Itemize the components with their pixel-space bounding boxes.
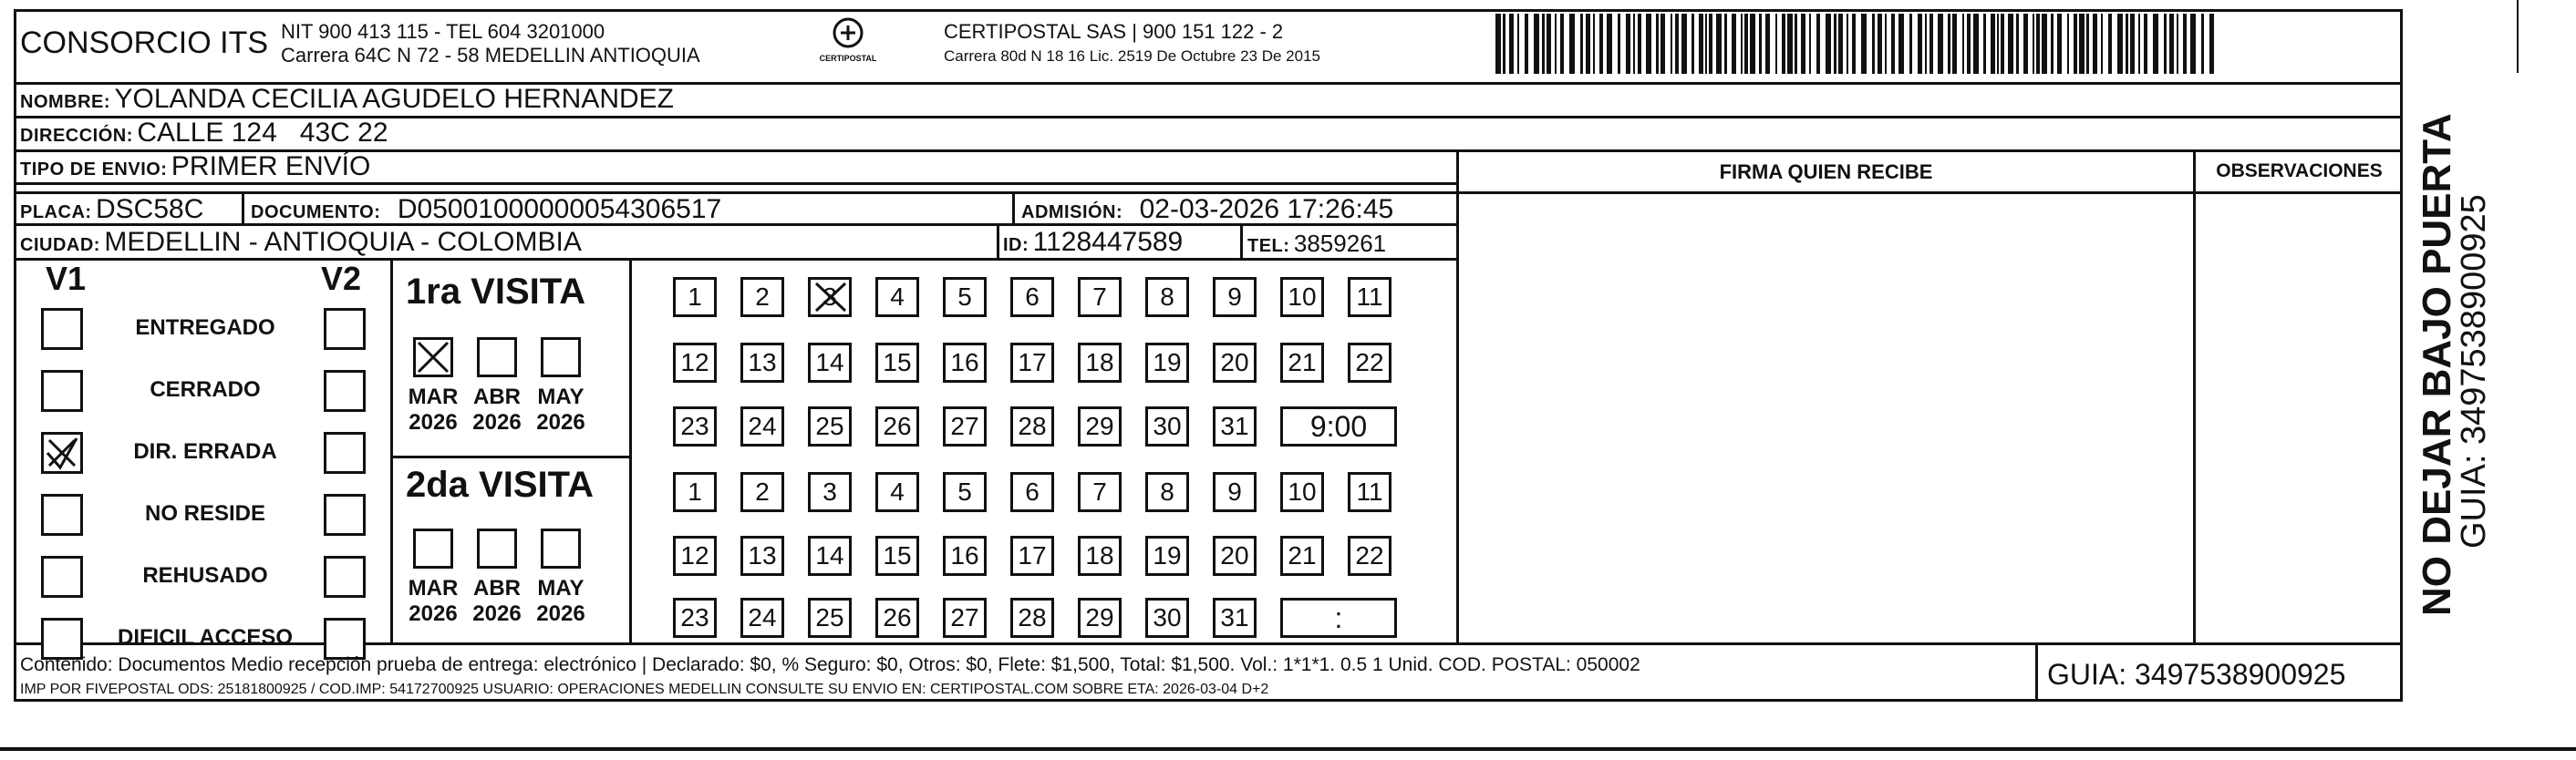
barcode-bar bbox=[2016, 14, 2019, 74]
day-box[interactable]: 9 bbox=[1213, 472, 1257, 512]
barcode-bar bbox=[1929, 14, 1933, 74]
day-box[interactable]: 26 bbox=[875, 598, 919, 638]
day-box[interactable]: 15 bbox=[875, 536, 919, 576]
day-box[interactable]: 8 bbox=[1145, 472, 1189, 512]
day-box[interactable]: 9 bbox=[1213, 277, 1257, 317]
certipostal-logo: CERTIPOSTAL bbox=[812, 16, 885, 71]
visit-time-field[interactable]: : bbox=[1280, 598, 1397, 638]
barcode-bar bbox=[1918, 14, 1922, 74]
observaciones-header: OBSERVACIONES bbox=[2216, 160, 2383, 181]
barcode-bar bbox=[1775, 14, 1777, 74]
day-box[interactable]: 12 bbox=[673, 343, 717, 383]
barcode-bar bbox=[2177, 14, 2178, 74]
barcode-bar bbox=[1633, 14, 1635, 74]
day-box[interactable]: 30 bbox=[1145, 598, 1189, 638]
day-box[interactable]: 29 bbox=[1078, 406, 1122, 447]
direccion-value: CALLE 124 43C 22 bbox=[137, 118, 388, 148]
day-box[interactable]: 25 bbox=[808, 406, 852, 447]
barcode-bar bbox=[1765, 14, 1770, 74]
tel-label: TEL: bbox=[1247, 236, 1290, 256]
day-box[interactable]: 20 bbox=[1213, 343, 1257, 383]
day-box[interactable]: 21 bbox=[1280, 536, 1324, 576]
barcode-bar bbox=[1795, 14, 1797, 74]
barcode-bar bbox=[1542, 14, 1545, 74]
barcode-bar bbox=[1885, 14, 1887, 74]
courier-name: CERTIPOSTAL SAS | 900 151 122 - 2 bbox=[944, 20, 1284, 43]
tipo-row bbox=[20, 151, 370, 182]
visit-time-field[interactable]: 9:00 bbox=[1280, 406, 1397, 447]
barcode-bar bbox=[1744, 14, 1748, 74]
day-box[interactable]: 10 bbox=[1280, 277, 1324, 317]
barcode bbox=[1495, 0, 2225, 82]
day-box[interactable]: 27 bbox=[943, 406, 987, 447]
documento-label: DOCUMENTO: bbox=[251, 202, 381, 222]
barcode-bar bbox=[1997, 14, 1999, 74]
barcode-bar bbox=[1952, 14, 1957, 74]
firma-header: FIRMA QUIEN RECIBE bbox=[1719, 160, 1933, 183]
barcode-bar bbox=[1607, 14, 1612, 74]
v1-checkbox[interactable] bbox=[41, 432, 83, 474]
barcode-bar bbox=[1699, 14, 1703, 74]
v1-checkbox[interactable] bbox=[41, 308, 83, 350]
barcode-bar bbox=[1891, 14, 1895, 74]
barcode-bar bbox=[1656, 14, 1659, 74]
barcode-bar bbox=[2023, 14, 2028, 74]
barcode-bar bbox=[2117, 14, 2123, 74]
day-box[interactable]: 13 bbox=[740, 343, 784, 383]
tel-row bbox=[1247, 230, 1386, 258]
tipo-label: TIPO DE ENVIO: bbox=[20, 159, 168, 180]
barcode-bar bbox=[1787, 14, 1793, 74]
nombre-label: NOMBRE: bbox=[20, 92, 111, 112]
barcode-bar bbox=[1724, 14, 1727, 74]
barcode-bar bbox=[2008, 14, 2013, 74]
barcode-bar bbox=[1973, 14, 1979, 74]
barcode-bar bbox=[1681, 14, 1687, 74]
barcode-bar bbox=[1847, 14, 1848, 74]
barcode-bar bbox=[1750, 14, 1755, 74]
day-box[interactable]: 11 bbox=[1348, 472, 1391, 512]
barcode-bar bbox=[1948, 14, 1950, 74]
id-row bbox=[1003, 227, 1183, 258]
barcode-bar bbox=[1495, 14, 1501, 74]
barcode-bar bbox=[2086, 14, 2089, 74]
v2-checkbox[interactable] bbox=[324, 308, 366, 350]
check-mark-icon bbox=[416, 340, 450, 375]
barcode-bar bbox=[1691, 14, 1694, 74]
day-box[interactable]: 16 bbox=[943, 536, 987, 576]
barcode-bar bbox=[2067, 14, 2069, 74]
month-label: ABR 2026 bbox=[472, 576, 522, 626]
barcode-bar bbox=[2138, 14, 2140, 74]
v1-header: V1 bbox=[46, 260, 87, 297]
status-label: NO RESIDE bbox=[144, 501, 266, 526]
barcode-bar bbox=[1809, 14, 1811, 74]
day-box[interactable]: 7 bbox=[1078, 472, 1122, 512]
v2-checkbox[interactable] bbox=[324, 370, 366, 412]
side-guia: GUIA: 3497538900925 bbox=[2455, 194, 2493, 549]
barcode-bar bbox=[2108, 14, 2112, 74]
day-box[interactable]: 28 bbox=[1010, 406, 1054, 447]
barcode-bar bbox=[1759, 14, 1762, 74]
barcode-bar bbox=[2074, 14, 2077, 74]
barcode-bar bbox=[1560, 14, 1564, 74]
documento-row bbox=[251, 194, 721, 225]
day-box[interactable]: 5 bbox=[943, 472, 987, 512]
day-box[interactable]: 3 bbox=[808, 277, 852, 317]
barcode-bar bbox=[1741, 14, 1743, 74]
barcode-bar bbox=[1618, 14, 1620, 74]
month-label: MAY 2026 bbox=[536, 576, 585, 626]
day-box[interactable]: 22 bbox=[1348, 343, 1391, 383]
company-name: CONSORCIO ITS bbox=[20, 26, 269, 60]
day-box[interactable]: 3 bbox=[808, 472, 852, 512]
barcode-bar bbox=[1705, 14, 1707, 74]
day-box[interactable]: 2 bbox=[740, 472, 784, 512]
day-box[interactable]: 24 bbox=[740, 598, 784, 638]
direccion-label: DIRECCIÓN: bbox=[20, 126, 133, 146]
day-box[interactable]: 25 bbox=[808, 598, 852, 638]
admision-label: ADMISIÓN: bbox=[1021, 202, 1123, 222]
day-box[interactable]: 19 bbox=[1145, 343, 1189, 383]
month-checkbox[interactable] bbox=[541, 337, 581, 377]
direccion-row bbox=[20, 118, 388, 149]
barcode-bar bbox=[2051, 14, 2054, 74]
month-checkbox[interactable] bbox=[477, 337, 517, 377]
nombre-row bbox=[20, 84, 674, 115]
status-label: ENTREGADO bbox=[135, 315, 275, 340]
barcode-bar bbox=[1586, 14, 1590, 74]
day-box[interactable]: 7 bbox=[1078, 277, 1122, 317]
barcode-bar bbox=[1801, 14, 1805, 74]
barcode-bar bbox=[1834, 14, 1836, 74]
admision-value: 02-03-2026 17:26:45 bbox=[1139, 194, 1394, 224]
barcode-bar bbox=[1547, 14, 1551, 74]
day-box[interactable]: 4 bbox=[875, 277, 919, 317]
day-box[interactable]: 28 bbox=[1010, 598, 1054, 638]
month-label: ABR 2026 bbox=[472, 385, 522, 435]
footer-print-info: IMP POR FIVEPOSTAL ODS: 25181800925 / COD.IMP: 54172700925 USUARIO: OPERACIONES MEDELLIN CONSULTE SU ENVIO EN: CERTIPOSTAL.COM SOBRE ETA: 2026-03-04 D+2 bbox=[20, 682, 1269, 697]
barcode-bar bbox=[1909, 14, 1912, 74]
barcode-bar bbox=[1675, 14, 1679, 74]
day-box[interactable]: 29 bbox=[1078, 598, 1122, 638]
barcode-bar bbox=[1962, 14, 1964, 74]
barcode-bar bbox=[2190, 14, 2196, 74]
barcode-bar bbox=[1816, 14, 1820, 74]
second-visit-title: 2da VISITA bbox=[406, 465, 594, 505]
day-box[interactable]: 17 bbox=[1010, 343, 1054, 383]
month-checkbox[interactable] bbox=[477, 529, 517, 569]
day-box[interactable]: 2 bbox=[740, 277, 784, 317]
barcode-bar bbox=[2201, 14, 2204, 74]
tel-value: 3859261 bbox=[1293, 230, 1387, 257]
admision-row bbox=[1021, 194, 1393, 225]
v1-checkbox[interactable] bbox=[41, 494, 83, 536]
v2-checkbox[interactable] bbox=[324, 432, 366, 474]
day-box[interactable]: 10 bbox=[1280, 472, 1324, 512]
placa-label: PLACA: bbox=[20, 202, 92, 222]
barcode-bar bbox=[2042, 14, 2047, 74]
v1-checkbox[interactable] bbox=[41, 556, 83, 598]
barcode-bar bbox=[1503, 14, 1505, 74]
barcode-bar bbox=[1732, 14, 1736, 74]
day-box[interactable]: 24 bbox=[740, 406, 784, 447]
barcode-bar bbox=[2001, 14, 2004, 74]
barcode-bar bbox=[1580, 14, 1583, 74]
day-box[interactable]: 15 bbox=[875, 343, 919, 383]
barcode-bar bbox=[2183, 14, 2187, 74]
id-label: ID: bbox=[1003, 235, 1029, 255]
day-box[interactable]: 5 bbox=[943, 277, 987, 317]
month-checkbox[interactable] bbox=[413, 337, 453, 377]
barcode-bar bbox=[1983, 14, 1986, 74]
month-label: MAR 2026 bbox=[408, 385, 459, 435]
day-box[interactable]: 6 bbox=[1010, 472, 1054, 512]
barcode-bar bbox=[1709, 14, 1712, 74]
barcode-bar bbox=[2164, 14, 2167, 74]
day-box[interactable]: 23 bbox=[673, 406, 717, 447]
v1-checkbox[interactable] bbox=[41, 370, 83, 412]
barcode-bar bbox=[1555, 14, 1557, 74]
day-box[interactable]: 11 bbox=[1348, 277, 1391, 317]
barcode-bar bbox=[1671, 14, 1672, 74]
barcode-bar bbox=[1660, 14, 1665, 74]
day-box[interactable]: 19 bbox=[1145, 536, 1189, 576]
day-box[interactable]: 1 bbox=[673, 472, 717, 512]
courier-address: Carrera 80d N 18 16 Lic. 2519 De Octubre 23 De 2015 bbox=[944, 47, 1320, 65]
barcode-bar bbox=[1716, 14, 1722, 74]
check-mark-icon bbox=[812, 280, 849, 314]
day-box[interactable]: 23 bbox=[673, 598, 717, 638]
placa-row bbox=[20, 194, 203, 225]
day-box[interactable]: 31 bbox=[1213, 406, 1257, 447]
month-label: MAY 2026 bbox=[536, 385, 585, 435]
v2-checkbox[interactable] bbox=[324, 494, 366, 536]
barcode-bar bbox=[1569, 14, 1575, 74]
month-checkbox[interactable] bbox=[541, 529, 581, 569]
placa-value: DSC58C bbox=[96, 194, 204, 224]
day-box[interactable]: 6 bbox=[1010, 277, 1054, 317]
barcode-bar bbox=[1638, 14, 1641, 74]
barcode-bar bbox=[2169, 14, 2174, 74]
company-nit: NIT 900 413 115 - TEL 604 3201000 bbox=[281, 20, 605, 43]
barcode-bar bbox=[1861, 14, 1867, 74]
day-box[interactable]: 4 bbox=[875, 472, 919, 512]
barcode-bar bbox=[2079, 14, 2085, 74]
barcode-bar bbox=[1782, 14, 1785, 74]
tipo-value: PRIMER ENVÍO bbox=[171, 151, 371, 181]
v2-checkbox[interactable] bbox=[324, 556, 366, 598]
day-box[interactable]: 30 bbox=[1145, 406, 1189, 447]
barcode-bar bbox=[2126, 14, 2128, 74]
barcode-bar bbox=[2130, 14, 2135, 74]
ciudad-value: MEDELLIN - ANTIOQUIA - COLOMBIA bbox=[104, 227, 582, 257]
footer-contents: Contenido: Documentos Medio recepción prueba de entrega: electrónico | Declarado: $0, % Seguro: $0, Otros: $0, Flete: $1,500, Total: $1,500. Vol.: 1*1*1. 0.5 1 Unid. COD. POSTAL: 050002 bbox=[20, 654, 1640, 675]
month-checkbox[interactable] bbox=[413, 529, 453, 569]
ciudad-label: CIUDAD: bbox=[20, 235, 100, 255]
barcode-bar bbox=[2101, 14, 2103, 74]
barcode-bar bbox=[1646, 14, 1651, 74]
barcode-bar bbox=[1967, 14, 1971, 74]
footer-guia: GUIA: 3497538900925 bbox=[2047, 658, 2346, 691]
day-box[interactable]: 31 bbox=[1213, 598, 1257, 638]
barcode-bar bbox=[1517, 14, 1519, 74]
status-label: DIR. ERRADA bbox=[133, 439, 277, 464]
barcode-bar bbox=[1991, 14, 1995, 74]
day-box[interactable]: 26 bbox=[875, 406, 919, 447]
status-label: REHUSADO bbox=[142, 563, 268, 588]
first-visit-title: 1ra VISITA bbox=[406, 272, 586, 312]
barcode-bar bbox=[1509, 14, 1514, 74]
v2-header: V2 bbox=[321, 260, 362, 297]
barcode-bar bbox=[1925, 14, 1927, 74]
id-value: 1128447589 bbox=[1032, 227, 1184, 257]
side-warning: NO DEJAR BAJO PUERTA bbox=[2415, 113, 2459, 616]
day-box[interactable]: 1 bbox=[673, 277, 717, 317]
day-box[interactable]: 14 bbox=[808, 536, 852, 576]
barcode-bar bbox=[2144, 14, 2147, 74]
company-address: Carrera 64C N 72 - 58 MEDELLIN ANTIOQUIA bbox=[281, 44, 700, 67]
status-label: DIFICIL ACCESO bbox=[117, 625, 293, 650]
status-label: CERRADO bbox=[150, 377, 261, 402]
barcode-bar bbox=[1534, 14, 1539, 74]
barcode-bar bbox=[2209, 14, 2214, 74]
documento-value: D05001000000054306517 bbox=[397, 194, 722, 224]
barcode-bar bbox=[1599, 14, 1603, 74]
barcode-bar bbox=[1878, 14, 1882, 74]
barcode-bar bbox=[2036, 14, 2040, 74]
day-box[interactable]: 13 bbox=[740, 536, 784, 576]
day-box[interactable]: 21 bbox=[1280, 343, 1324, 383]
barcode-bar bbox=[2153, 14, 2158, 74]
day-box[interactable]: 8 bbox=[1145, 277, 1189, 317]
ciudad-row bbox=[20, 227, 582, 258]
barcode-bar bbox=[1593, 14, 1595, 74]
barcode-bar bbox=[1852, 14, 1856, 74]
barcode-bar bbox=[1826, 14, 1831, 74]
month-label: MAR 2026 bbox=[408, 576, 459, 626]
day-box[interactable]: 18 bbox=[1078, 536, 1122, 576]
day-box[interactable]: 16 bbox=[943, 343, 987, 383]
barcode-bar bbox=[1626, 14, 1630, 74]
day-box[interactable]: 14 bbox=[808, 343, 852, 383]
barcode-bar bbox=[2033, 14, 2034, 74]
day-box[interactable]: 12 bbox=[673, 536, 717, 576]
check-mark-icon bbox=[44, 435, 80, 471]
barcode-bar bbox=[1938, 14, 1943, 74]
day-box[interactable]: 17 bbox=[1010, 536, 1054, 576]
day-box[interactable]: 22 bbox=[1348, 536, 1391, 576]
day-box[interactable]: 27 bbox=[943, 598, 987, 638]
day-box[interactable]: 20 bbox=[1213, 536, 1257, 576]
barcode-bar bbox=[1525, 14, 1528, 74]
nombre-value: YOLANDA CECILIA AGUDELO HERNANDEZ bbox=[114, 84, 675, 114]
barcode-bar bbox=[2093, 14, 2097, 74]
barcode-bar bbox=[2057, 14, 2062, 74]
day-box[interactable]: 18 bbox=[1078, 343, 1122, 383]
barcode-bar bbox=[1872, 14, 1875, 74]
barcode-bar bbox=[1838, 14, 1843, 74]
barcode-bar bbox=[1898, 14, 1904, 74]
